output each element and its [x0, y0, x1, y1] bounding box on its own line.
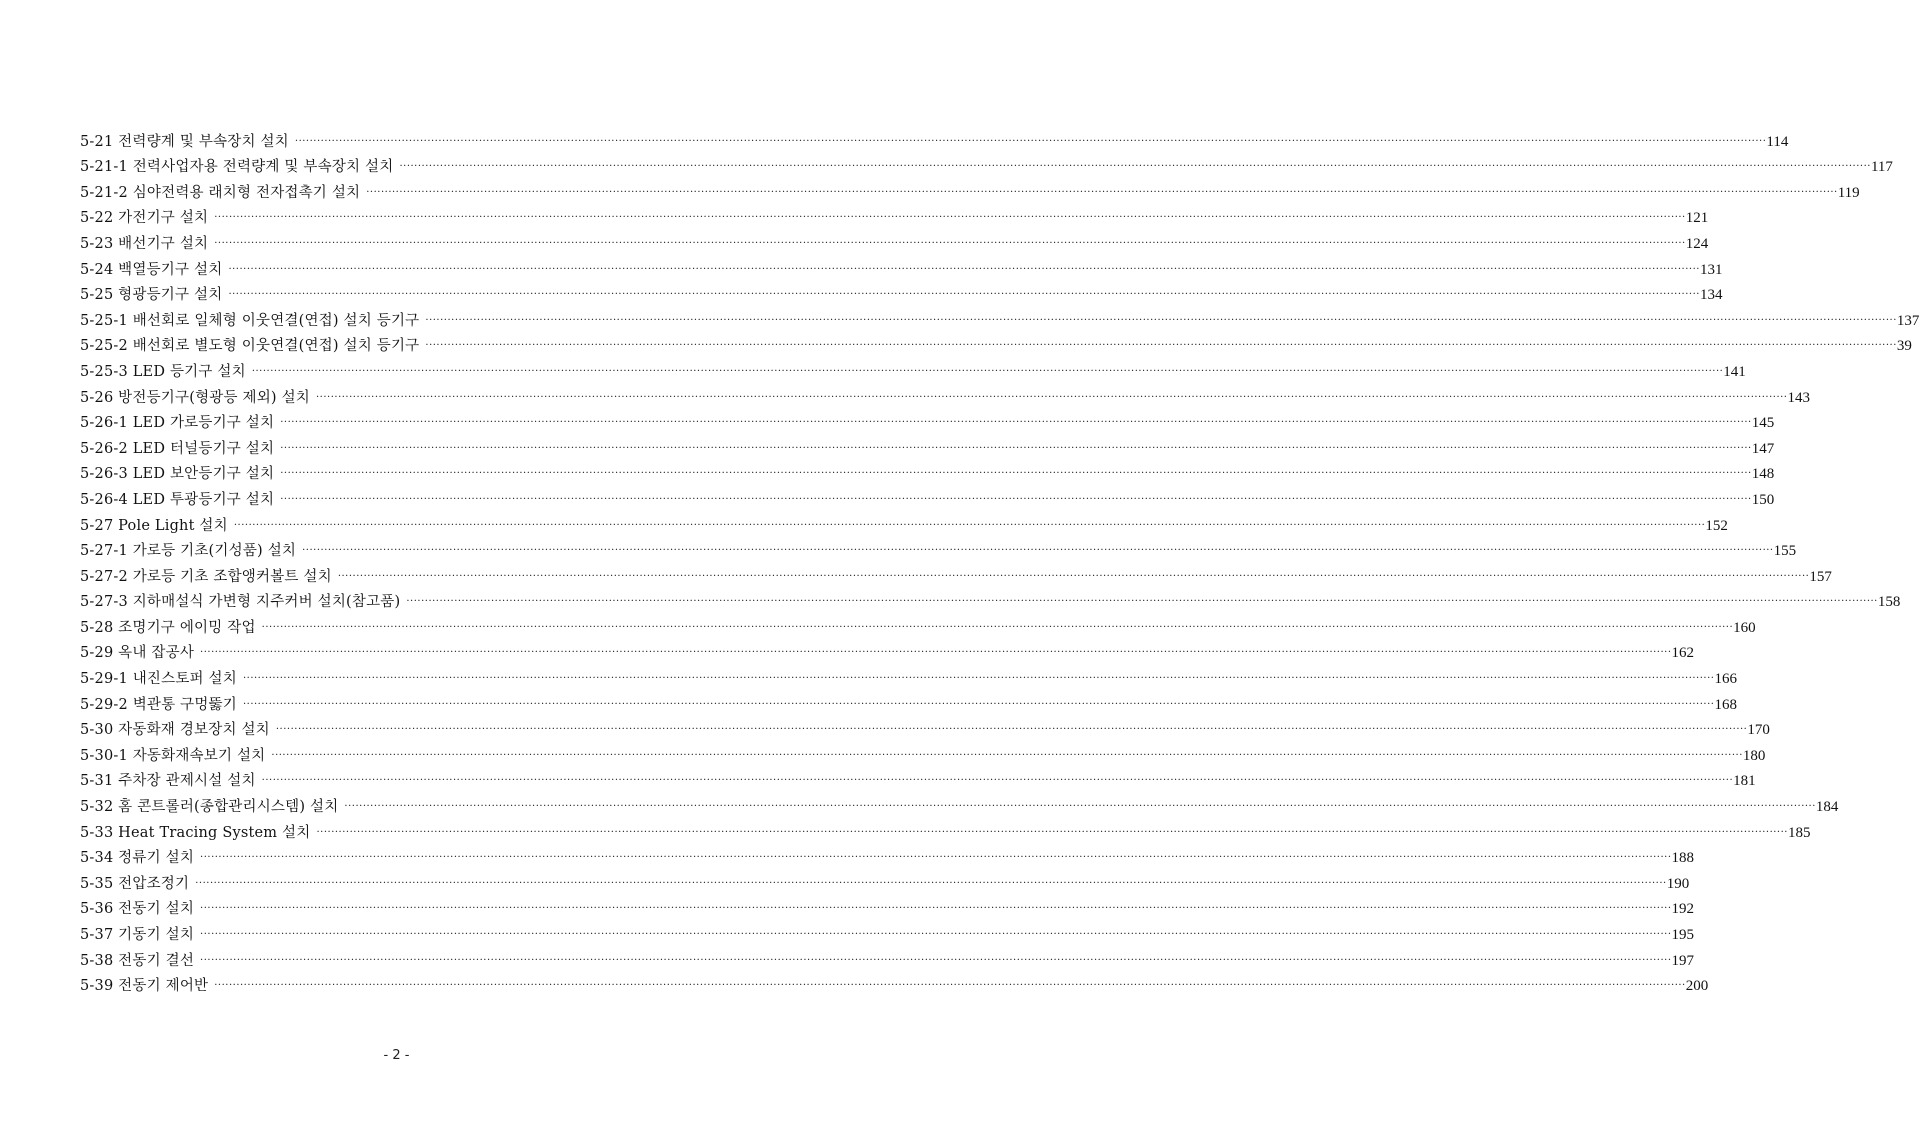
toc-entry-title: 5-26-1 LED 가로등기구 설치	[80, 415, 275, 432]
toc-entry[interactable]	[80, 433, 1775, 459]
dot-leader: ················································································································································································································································································································································································································	[425, 340, 1897, 352]
toc-entry-page-number: 168	[1714, 696, 1737, 713]
toc-entry[interactable]	[80, 919, 1695, 945]
toc-entry-title: 5-36 전동기 설치	[80, 901, 195, 918]
toc-entry[interactable]	[80, 843, 1695, 869]
toc-entry[interactable]	[80, 638, 1695, 664]
dot-leader: ················································································································································································································································································································································································································	[228, 263, 1700, 275]
toc-entry-page-number: 145	[1751, 415, 1775, 432]
toc-entry-page-number: 124	[1685, 235, 1709, 252]
toc-entry-page-number: 137	[1896, 312, 1919, 329]
toc-entry-page-number: 180	[1742, 747, 1766, 764]
toc-entry-page-number: 148	[1751, 466, 1775, 483]
toc-entry-title: 5-25-1 배선회로 일체형 이웃연결(연접) 설치 등기구	[80, 312, 420, 329]
toc-entry-page-number: 150	[1751, 491, 1775, 508]
toc-entry-page-number: 188	[1671, 850, 1695, 867]
dot-leader: ················································································································································································································································································································································································································	[294, 135, 1767, 147]
toc-entry-title: 5-25-2 배선회로 별도형 이웃연결(연접) 설치 등기구	[80, 338, 420, 355]
toc-entry-title: 5-27-1 가로등 기초(기성품) 설치	[80, 543, 297, 560]
toc-entry[interactable]	[80, 305, 1919, 331]
toc-entry[interactable]	[80, 868, 1690, 894]
toc-entry-page-number: 160	[1733, 619, 1756, 636]
toc-entry-page-number: 121	[1685, 210, 1709, 227]
dot-leader: ················································································································································································································································································································································································································	[302, 545, 1774, 557]
toc-entry-title: 5-22 가전기구 설치	[80, 210, 209, 227]
toc-entry-title: 5-37 기동기 설치	[80, 927, 195, 943]
toc-entry-title: 5-30 자동화재 경보장치 설치	[80, 722, 270, 739]
dot-leader: ················································································································································································································································································································································································································	[195, 877, 1667, 889]
toc-entry-page-number: 39	[1896, 338, 1912, 355]
toc-entry-title: 5-27 Pole Light 설치	[80, 517, 228, 534]
toc-entry[interactable]	[80, 382, 1810, 408]
toc-entry[interactable]	[80, 715, 1770, 741]
toc-entry-page-number: 134	[1699, 287, 1723, 304]
toc-entry-title: 5-23 배선기구 설치	[80, 235, 209, 252]
toc-entry-title: 5-31 주차장 관제시설 설치	[80, 773, 256, 790]
dot-leader: ················································································································································································································································································································································································································	[242, 698, 1715, 710]
dot-leader: ················································································································································································································································································································································································································	[280, 493, 1752, 505]
toc-entry[interactable]	[80, 356, 1746, 382]
toc-entry-title: 5-28 조명기구 에이밍 작업	[80, 619, 256, 636]
toc-entry[interactable]	[80, 740, 1766, 766]
dot-leader: ················································································································································································································································································································································································································	[275, 724, 1748, 736]
toc-entry[interactable]	[80, 894, 1695, 920]
table-of-contents	[80, 126, 1919, 996]
toc-entry[interactable]	[80, 689, 1737, 715]
toc-entry-page-number: 181	[1733, 773, 1756, 790]
toc-entry[interactable]	[80, 536, 1797, 562]
toc-entry[interactable]	[80, 459, 1775, 485]
dot-leader: ················································································································································································································································································································································································································	[337, 570, 1810, 582]
dot-leader: ················································································································································································································································································································································································································	[228, 289, 1700, 301]
toc-entry-page-number: 117	[1870, 159, 1893, 176]
toc-entry-title: 5-29-1 내진스토퍼 설치	[80, 671, 237, 688]
toc-entry[interactable]	[80, 510, 1728, 536]
dot-leader: ················································································································································································································································································································································································································	[200, 954, 1672, 966]
dot-leader: ················································································································································································································································································································································································································	[425, 314, 1897, 326]
dot-leader: ················································································································································································································································································································································································································	[214, 237, 1686, 249]
toc-entry[interactable]	[80, 791, 1839, 817]
dot-leader: ················································································································································································································································································································································································································	[251, 365, 1724, 377]
dot-leader: ················································································································································································································································································································································································································	[366, 186, 1838, 198]
toc-entry[interactable]	[80, 766, 1756, 792]
page-number-footer: - 2 -	[383, 1048, 410, 1063]
dot-leader: ················································································································································································································································································································································································································	[200, 903, 1672, 915]
dot-leader: ················································································································································································································································································································································································································	[280, 417, 1752, 429]
toc-entry-page-number: 166	[1714, 671, 1737, 688]
toc-entry-page-number: 162	[1671, 645, 1695, 662]
toc-entry-title: 5-25 형광등기구 설치	[80, 287, 223, 304]
toc-entry-page-number: 170	[1747, 722, 1770, 739]
toc-entry[interactable]	[80, 203, 1709, 229]
toc-entry-page-number: 155	[1773, 543, 1797, 560]
dot-leader: ················································································································································································································································································································································································································	[214, 980, 1686, 992]
toc-entry[interactable]	[80, 228, 1709, 254]
toc-entry-title: 5-33 Heat Tracing System 설치	[80, 824, 311, 841]
dot-leader: ················································································································································································································································································································································································································	[316, 826, 1788, 838]
toc-entry[interactable]	[80, 254, 1723, 280]
toc-entry-title: 5-34 정류기 설치	[80, 850, 195, 867]
toc-entry[interactable]	[80, 126, 1789, 152]
toc-entry-page-number: 158	[1877, 594, 1901, 611]
dot-leader: ················································································································································································································································································································································································································	[344, 801, 1816, 813]
toc-entry-page-number: 131	[1699, 261, 1723, 278]
toc-entry-page-number: 119	[1837, 184, 1860, 201]
toc-entry[interactable]	[80, 612, 1756, 638]
toc-entry-title: 5-21-1 전력사업자용 전력량계 및 부속장치 설치	[80, 159, 394, 176]
toc-entry[interactable]	[80, 280, 1723, 306]
toc-entry[interactable]	[80, 152, 1893, 178]
toc-entry[interactable]	[80, 587, 1901, 613]
toc-entry[interactable]	[80, 177, 1860, 203]
toc-entry-title: 5-27-3 지하매설식 가변형 지주커버 설치(참고품)	[80, 594, 401, 611]
toc-entry-page-number: 114	[1766, 133, 1789, 150]
toc-entry-title: 5-26-3 LED 보안등기구 설치	[80, 466, 275, 483]
dot-leader: ················································································································································································································································································································································································································	[242, 673, 1715, 685]
toc-entry[interactable]	[80, 484, 1775, 510]
toc-entry-title: 5-38 전동기 결선	[80, 952, 195, 969]
dot-leader: ················································································································································································································································································································································································································	[280, 468, 1752, 480]
toc-entry-page-number: 141	[1723, 363, 1746, 380]
toc-entry-title: 5-26 방전등기구(형광등 제외) 설치	[80, 389, 310, 406]
toc-entry-title: 5-30-1 자동화재속보기 설치	[80, 747, 266, 764]
dot-leader: ················································································································································································································································································································································································································	[261, 775, 1734, 787]
toc-entry-title: 5-35 전압조정기	[80, 875, 190, 892]
toc-entry-page-number: 185	[1787, 824, 1811, 841]
toc-entry-page-number: 192	[1671, 901, 1695, 918]
toc-entry-title: 5-39 전동기 제어반	[80, 978, 209, 995]
toc-entry[interactable]	[80, 561, 1832, 587]
toc-entry-page-number: 190	[1666, 875, 1690, 892]
toc-entry[interactable]	[80, 945, 1695, 971]
toc-entry-page-number: 200	[1685, 978, 1709, 995]
toc-entry[interactable]	[80, 663, 1737, 689]
toc-entry-title: 5-26-2 LED 터널등기구 설치	[80, 440, 275, 457]
toc-entry-page-number: 152	[1705, 517, 1728, 534]
dot-leader: ················································································································································································································································································································································································································	[200, 852, 1672, 864]
toc-entry-title: 5-26-4 LED 투광등기구 설치	[80, 491, 275, 508]
toc-entry[interactable]	[80, 408, 1775, 434]
toc-entry-page-number: 197	[1671, 952, 1695, 969]
toc-entry-title: 5-21 전력량계 및 부속장치 설치	[80, 133, 289, 150]
dot-leader: ················································································································································································································································································································································································································	[280, 442, 1752, 454]
toc-entry-page-number: 184	[1815, 799, 1839, 816]
toc-entry[interactable]	[80, 971, 1709, 997]
toc-entry-page-number: 143	[1787, 389, 1810, 406]
dot-leader: ················································································································································································································································································································································································································	[214, 212, 1686, 224]
toc-entry-title: 5-21-2 심야전력용 래치형 전자접촉기 설치	[80, 184, 361, 201]
dot-leader: ················································································································································································································································································································································································································	[200, 647, 1672, 659]
dot-leader: ················································································································································································································································································································································································································	[406, 596, 1878, 608]
dot-leader: ················································································································································································································································································································································································································	[271, 749, 1743, 761]
toc-entry-page-number: 195	[1671, 927, 1695, 943]
toc-entry-title: 5-29 옥내 잡공사	[80, 645, 195, 662]
toc-entry-title: 5-29-2 벽관통 구멍뚫기	[80, 696, 237, 713]
dot-leader: ················································································································································································································································································································································································································	[316, 391, 1788, 403]
dot-leader: ················································································································································································································································································································································································································	[200, 929, 1672, 940]
toc-entry-title: 5-24 백열등기구 설치	[80, 261, 223, 278]
toc-entry-page-number: 157	[1809, 568, 1832, 585]
toc-entry-title: 5-32 홈 콘트롤러(종합관리시스템) 설치	[80, 799, 339, 816]
toc-entry[interactable]	[80, 817, 1811, 843]
dot-leader: ················································································································································································································································································································································································································	[261, 621, 1734, 633]
toc-entry-title: 5-25-3 LED 등기구 설치	[80, 363, 246, 380]
dot-leader: ················································································································································································································································································································································································································	[233, 519, 1706, 531]
dot-leader: ················································································································································································································································································································································································································	[399, 161, 1871, 173]
toc-entry-title: 5-27-2 가로등 기초 조합앵커볼트 설치	[80, 568, 332, 585]
toc-entry[interactable]	[80, 331, 1912, 357]
toc-entry-page-number: 147	[1751, 440, 1775, 457]
